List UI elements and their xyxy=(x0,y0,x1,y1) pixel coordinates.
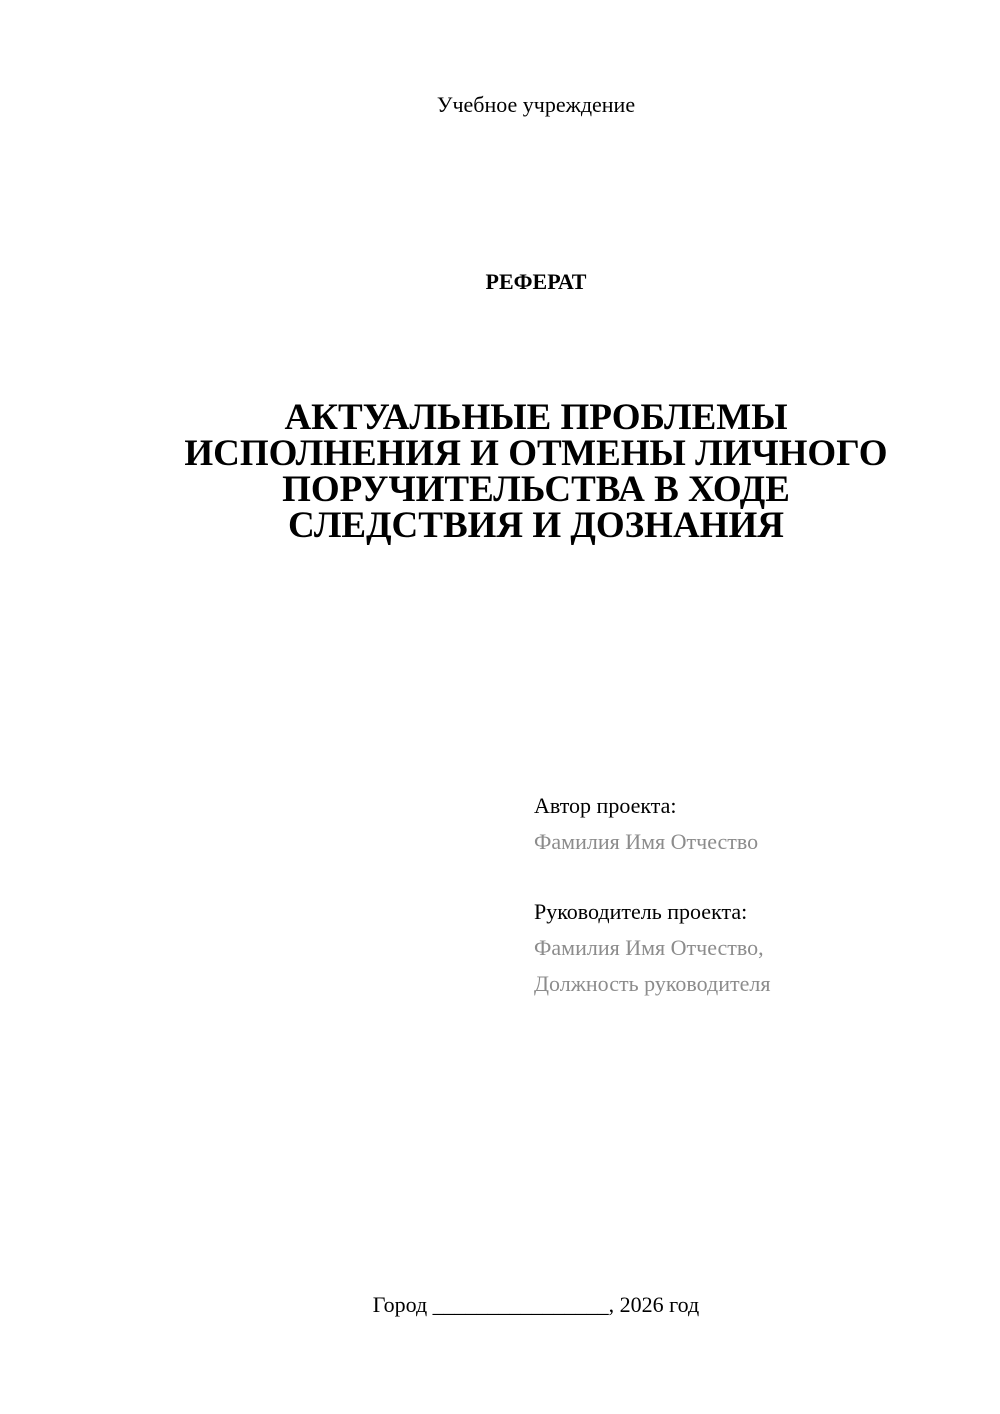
city-year-line: Город ________________, 2026 год xyxy=(372,1292,700,1317)
author-label: Автор проекта: xyxy=(534,793,677,818)
title-line: ПОРУЧИТЕЛЬСТВА В ХОДЕ xyxy=(282,469,790,510)
title-line: АКТУАЛЬНЫЕ ПРОБЛЕМЫ xyxy=(284,397,788,438)
credits-block xyxy=(534,788,974,1002)
document-type: РЕФЕРАТ xyxy=(485,269,587,294)
title-line: СЛЕДСТВИЯ И ДОЗНАНИЯ xyxy=(288,505,784,546)
author-name: Фамилия Имя Отчество xyxy=(534,829,759,854)
institution-name: Учебное учреждение xyxy=(436,92,636,117)
document-title xyxy=(100,397,972,546)
supervisor-name: Фамилия Имя Отчество, xyxy=(534,935,764,960)
supervisor-label: Руководитель проекта: xyxy=(534,899,748,924)
spacer xyxy=(534,860,974,894)
supervisor-position: Должность руководителя xyxy=(534,971,771,996)
title-line: ИСПОЛНЕНИЯ И ОТМЕНЫ ЛИЧНОГО xyxy=(184,433,888,474)
